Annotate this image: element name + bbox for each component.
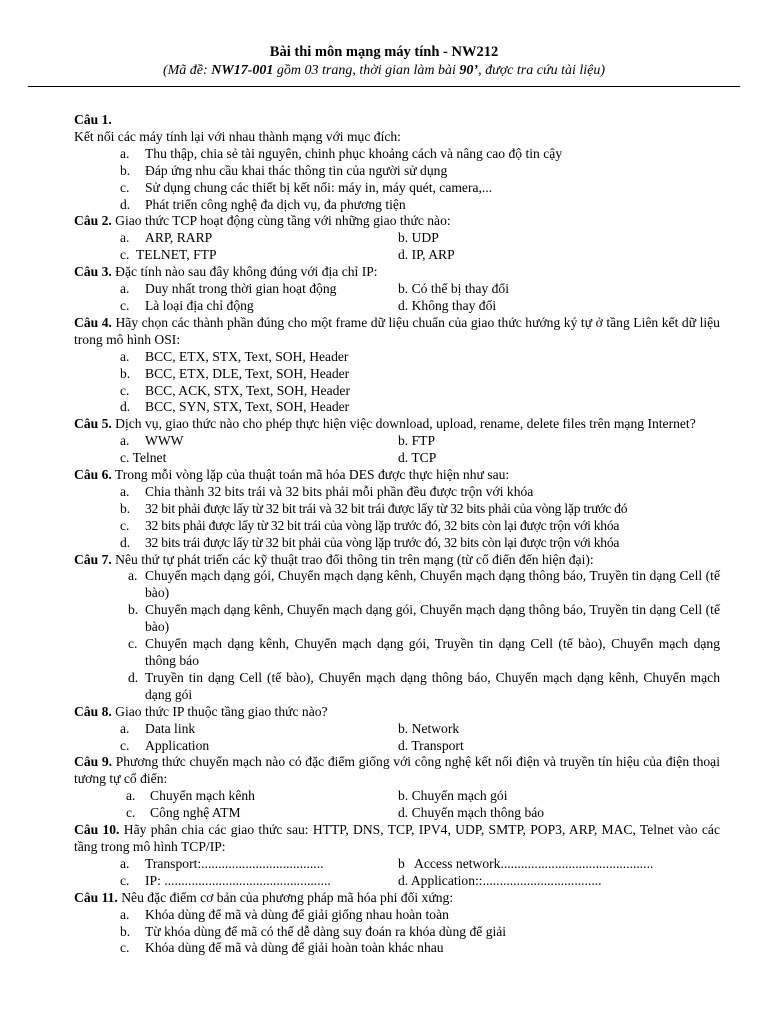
question-9-option-a[interactable]: a. Chuyển mạch kênh bbox=[126, 788, 255, 804]
question-4-option-a[interactable]: a. BCC, ETX, STX, Text, SOH, Header bbox=[120, 348, 349, 364]
question-9-row-1 bbox=[74, 788, 720, 805]
question-8-option-c[interactable]: c. Application bbox=[120, 737, 210, 753]
question-11-text: Câu 11. Nêu đặc điểm cơ bản của phương pháp mã hóa phi đối xứng: bbox=[74, 889, 454, 905]
questions bbox=[74, 112, 720, 957]
question-1-option-c[interactable]: c. Sử dụng chung các thiết bị kết nối: máy in, máy quét, camera,... bbox=[120, 179, 493, 195]
question-9-row-2 bbox=[74, 805, 720, 822]
question-6-option-c[interactable]: c. 32 bits phải được lấy từ 32 bit trái của vòng lặp trước đó, 32 bits còn lại được trộn với khóa bbox=[120, 517, 620, 533]
question-6-option-b[interactable]: b. 32 bit phải được lấy từ 32 bit trái và 32 bit trái được lấy từ 32 bits phải của vòng lặp trước đó bbox=[120, 500, 628, 516]
question-6-option-a[interactable]: a. Chia thành 32 bits trái và 32 bits phải mỗi phần đều được trộn với khóa bbox=[120, 483, 534, 499]
question-2-text: Câu 2. Giao thức TCP hoạt động cùng tầng với những giao thức nào: bbox=[74, 213, 451, 229]
question-4-option-b[interactable]: b. BCC, ETX, DLE, Text, SOH, Header bbox=[120, 365, 350, 381]
question-7-option-c[interactable]: c. Chuyển mạch dạng kênh, Chuyển mạch dạng gói, Truyền tin dạng Cell (tế bào), Chuyển mạch dạng thông báo bbox=[128, 636, 720, 668]
question-6-option-d[interactable]: d. 32 bits trái được lấy từ 32 bit phải của vòng lặp trước đó, 32 bits còn lại được trộn với khóa bbox=[120, 534, 620, 550]
question-5-row-2 bbox=[74, 450, 720, 467]
question-11-option-a[interactable]: a. Khóa dùng để mã và dùng để giải giống nhau hoàn toàn bbox=[120, 906, 449, 922]
question-1-option-d[interactable]: d. Phát triển công nghệ đa dịch vụ, đa phương tiện bbox=[120, 196, 406, 212]
question-8-row-2 bbox=[74, 738, 720, 755]
question-7-text: Câu 7. Nêu thứ tự phát triển các kỹ thuật trao đổi thông tin trên mạng (từ cổ điển đến hiện đại): bbox=[74, 551, 594, 567]
question-11-option-c[interactable]: c. Khóa dùng để mã và dùng để giải hoàn toàn khác nhau bbox=[120, 940, 444, 956]
question-4-text: Câu 4. Hãy chọn các thành phần đúng cho một frame dữ liệu chuẩn của giao thức hướng ký tự ở tầng Liên kết dữ liệu trong mô hình OSI: bbox=[74, 314, 720, 347]
question-10-field-access-network[interactable]: b Access network............................................. bbox=[398, 855, 654, 871]
question-3-option-c[interactable]: c. Là loại địa chỉ động bbox=[120, 297, 254, 313]
question-7-option-d[interactable]: d. Truyền tin dạng Cell (tế bào), Chuyển mạch dạng thông báo, Chuyển mạch dạng kênh, Chuyển mạch dạng gói bbox=[128, 669, 720, 702]
question-10-text: Câu 10. Hãy phân chia các giao thức sau: HTTP, DNS, TCP, IPV4, UDP, SMTP, POP3, ARP, MAC, Telnet vào các tầng trong mô hình TCP/IP: bbox=[74, 822, 720, 854]
subtitle-code-label: Mã đề: bbox=[167, 63, 212, 78]
exam-code: NW17-001 bbox=[211, 63, 274, 78]
question-2-option-a[interactable]: a. ARP, RARP bbox=[120, 230, 213, 246]
question-2-option-c[interactable]: c. TELNET, FTP bbox=[120, 247, 217, 263]
question-5-option-c[interactable]: c. Telnet bbox=[120, 450, 167, 466]
subtitle-open: ( bbox=[162, 63, 168, 78]
question-1-option-b[interactable]: b. Đáp ứng nhu cầu khai thác thông tin của người sử dụng bbox=[120, 162, 448, 178]
question-2-option-b[interactable]: b. UDP bbox=[398, 230, 439, 246]
question-7-option-a[interactable]: a. Chuyển mạch dạng gói, Chuyển mạch dạng kênh, Chuyển mạch dạng thông báo, Truyền tin dạng Cell (tế bào) bbox=[128, 568, 720, 601]
question-8-option-d[interactable]: d. Transport bbox=[398, 737, 464, 753]
question-7-option-b[interactable]: b. Chuyển mạch dạng kênh, Chuyển mạch dạng gói, Chuyển mạch dạng thông báo, Truyền tin dạng Cell (tế bào) bbox=[128, 602, 720, 635]
question-5-text: Câu 5. Dịch vụ, giao thức nào cho phép thực hiện việc download, upload, rename, delete files trên mạng Internet? bbox=[74, 416, 696, 432]
question-2-row-1 bbox=[74, 230, 720, 247]
question-8-row-1 bbox=[74, 721, 720, 738]
question-1-label: Câu 1. bbox=[74, 112, 112, 127]
question-1-option-a[interactable]: a. Thu thập, chia sẻ tài nguyên, chinh phục khoảng cách và nâng cao độ tin cậy bbox=[120, 145, 563, 161]
question-4-option-c[interactable]: c. BCC, ACK, STX, Text, SOH, Header bbox=[120, 382, 350, 398]
exam-title: Bài thi môn mạng máy tính - NW212 bbox=[269, 44, 499, 60]
question-5-option-a[interactable]: a. WWW bbox=[120, 433, 184, 449]
question-3-option-a[interactable]: a. Duy nhất trong thời gian hoạt động bbox=[120, 281, 337, 297]
question-5-option-b[interactable]: b. FTP bbox=[398, 433, 436, 449]
question-10-field-application[interactable]: d. Application::................................... bbox=[398, 872, 602, 888]
question-9-text: Câu 9. Phương thức chuyển mạch nào có đặc điểm giống với công nghệ kết nối điện và truyền tín hiệu của điện thoại tương tự cổ điển: bbox=[74, 754, 720, 787]
question-3-row-1 bbox=[74, 281, 720, 298]
question-2-row-2 bbox=[74, 247, 720, 264]
question-3-option-b[interactable]: b. Có thể bị thay đổi bbox=[398, 281, 510, 297]
question-10-field-transport[interactable]: a. Transport:.................................... bbox=[120, 855, 324, 871]
question-10-row-2 bbox=[74, 873, 720, 890]
question-5-option-d[interactable]: d. TCP bbox=[398, 450, 437, 466]
question-8-option-a[interactable]: a. Data link bbox=[120, 720, 196, 736]
subtitle-mid: gồm 03 trang, thời gian làm bài bbox=[273, 63, 460, 78]
question-9-option-b[interactable]: b. Chuyển mạch gói bbox=[398, 788, 508, 804]
question-3-row-2 bbox=[74, 298, 720, 315]
exam-time: 90’ bbox=[459, 63, 479, 78]
question-11-option-b[interactable]: b. Từ khóa dùng để mã có thể dễ dàng suy đoán ra khóa dùng để giải bbox=[120, 923, 507, 939]
question-8-text: Câu 8. Giao thức IP thuộc tầng giao thức nào? bbox=[74, 703, 328, 719]
question-10-field-ip[interactable]: c. IP: ................................................. bbox=[120, 872, 331, 888]
question-1-text: Kết nối các máy tính lại với nhau thành mạng với mục đích: bbox=[74, 128, 401, 144]
question-6-text: Câu 6. Trong mỗi vòng lặp của thuật toán mã hóa DES được thực hiện như sau: bbox=[74, 467, 510, 483]
question-9-option-c[interactable]: c. Công nghệ ATM bbox=[126, 805, 241, 821]
header-divider bbox=[28, 86, 740, 87]
subtitle-end: , được tra cứu tài liệu) bbox=[478, 63, 606, 78]
question-4-option-d[interactable]: d. BCC, SYN, STX, Text, SOH, Header bbox=[120, 399, 350, 415]
question-10-row-1 bbox=[74, 856, 720, 873]
question-8-option-b[interactable]: b. Network bbox=[398, 720, 460, 736]
question-3-option-d[interactable]: d. Không thay đổi bbox=[398, 297, 497, 313]
question-5-row-1 bbox=[74, 433, 720, 450]
exam-subtitle bbox=[0, 62, 768, 79]
question-9-option-d[interactable]: d. Chuyển mạch thông báo bbox=[398, 805, 545, 821]
question-2-option-d[interactable]: d. IP, ARP bbox=[398, 247, 455, 263]
question-3-text: Câu 3. Đặc tính nào sau đây không đúng với địa chỉ IP: bbox=[74, 264, 378, 280]
